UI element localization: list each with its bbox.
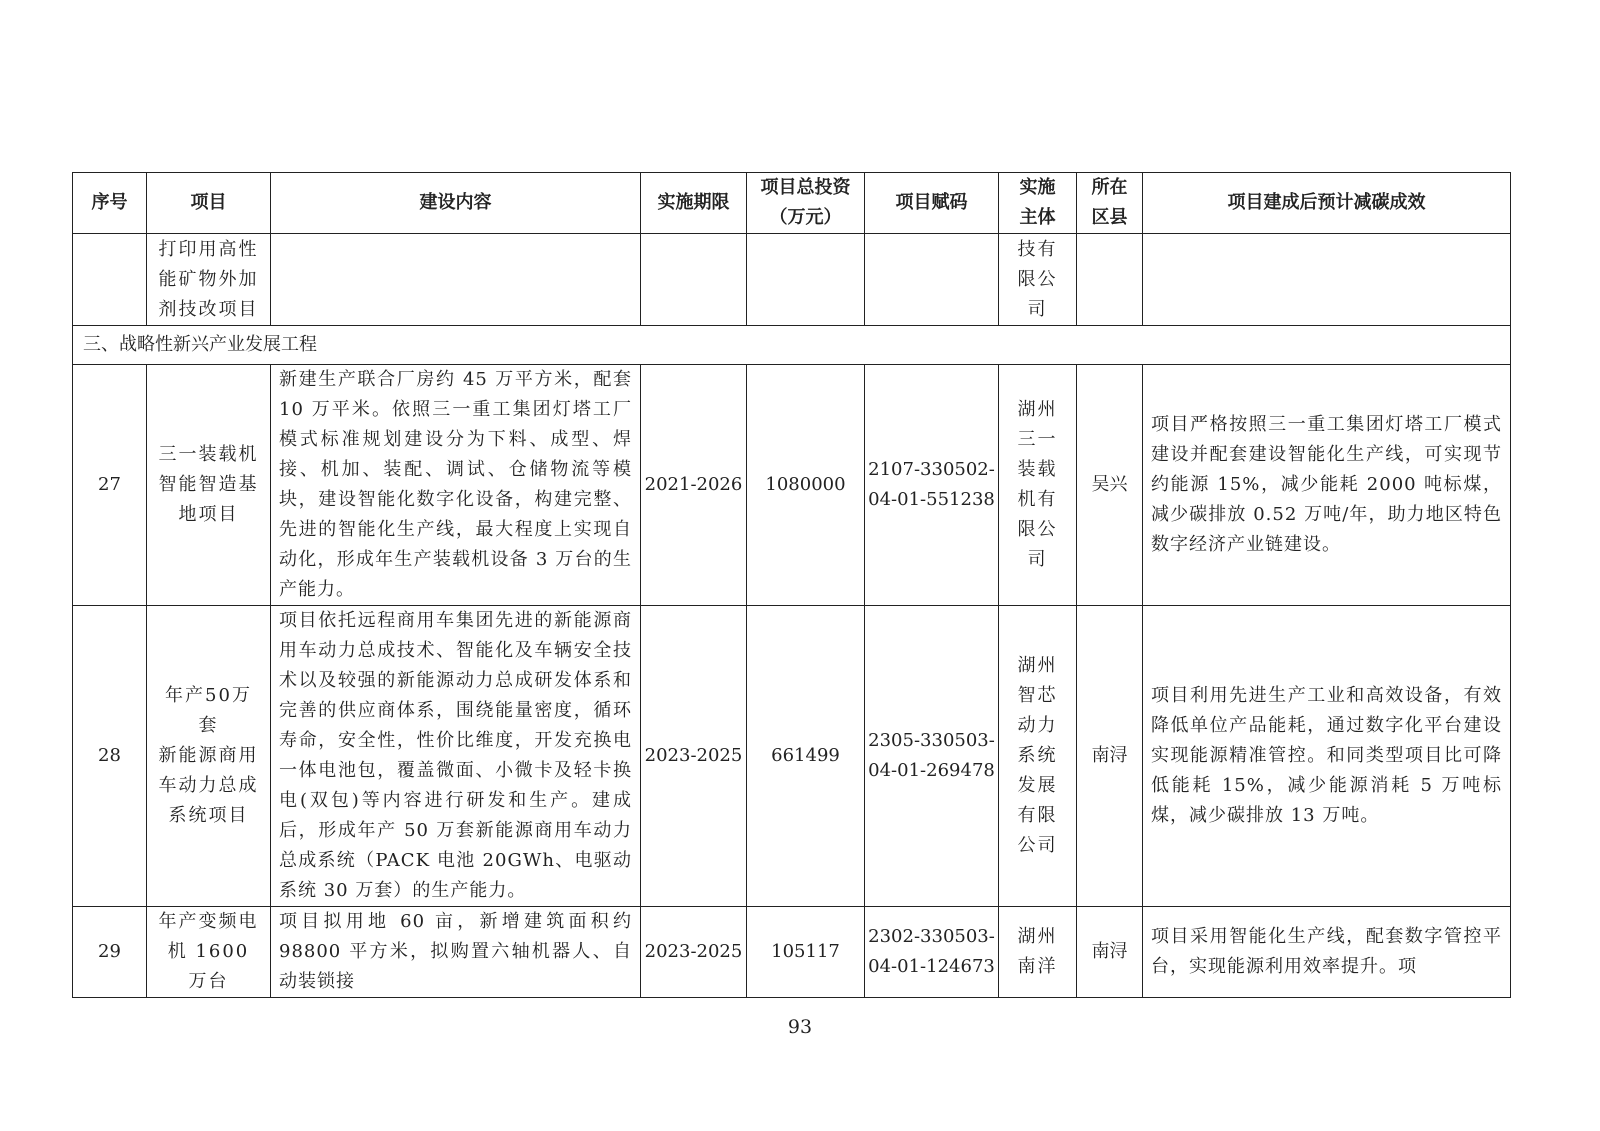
table-header-row: [73, 173, 1511, 234]
project-table: [72, 172, 1511, 998]
cell-seq: [73, 234, 147, 326]
cell-project: 打印用高性 能矿物外加 剂技改项目: [147, 234, 271, 326]
table-row: [73, 907, 1511, 998]
cell-seq: 28: [73, 606, 147, 907]
cell-effect: 项目采用智能化生产线，配套数字管控平台，实现能源利用效率提升。项: [1143, 907, 1511, 998]
header-period: 实施期限: [641, 173, 747, 234]
cell-investment: [747, 234, 865, 326]
cell-entity: 湖州 南洋: [999, 907, 1077, 998]
cell-county: 吴兴: [1077, 365, 1143, 606]
cell-effect: 项目严格按照三一重工集团灯塔工厂模式建设并配套建设智能化生产线，可实现节约能源 15%，减少能耗 2000 吨标煤，减少碳排放 0.52 万吨/年，助力地区特色数字经济产业链建设。: [1143, 365, 1511, 606]
cell-investment: 105117: [747, 907, 865, 998]
header-investment: 项目总投资 （万元）: [747, 173, 865, 234]
cell-seq: 29: [73, 907, 147, 998]
cell-project: 三一装载机 智能智造基 地项目: [147, 365, 271, 606]
cell-investment: 661499: [747, 606, 865, 907]
cell-content: 项目拟用地 60 亩，新增建筑面积约 98800 平方米，拟购置六轴机器人、自动装锁接: [271, 907, 641, 998]
cell-content: 项目依托远程商用车集团先进的新能源商用车动力总成技术、智能化及车辆安全技术以及较强的新能源动力总成研发体系和完善的供应商体系，围绕能量密度，循环寿命，安全性，性价比维度，开发充换电一体电池包，覆盖微面、小微卡及轻卡换电(双包)等内容进行研发和生产。建成后，形成年产 50 万套新能源商用车动力总成系统（PACK 电池 20GWh、电驱动系统 30 万套）的生产能力。: [271, 606, 641, 907]
cell-effect: [1143, 234, 1511, 326]
header-code: 项目赋码: [865, 173, 999, 234]
cell-code: 2302-330503- 04-01-124673: [865, 907, 999, 998]
cell-code: [865, 234, 999, 326]
cell-county: 南浔: [1077, 907, 1143, 998]
page-number: 93: [787, 1016, 813, 1038]
cell-effect: 项目利用先进生产工业和高效设备，有效降低单位产品能耗，通过数字化平台建设实现能源精准管控。和同类型项目比可降低能耗 15%，减少能源消耗 5 万吨标煤，减少碳排放 13 万吨。: [1143, 606, 1511, 907]
cell-seq: 27: [73, 365, 147, 606]
cell-period: 2021-2026: [641, 365, 747, 606]
cell-project: 年产变频电 机 1600 万台: [147, 907, 271, 998]
cell-entity: 湖州 智芯 动力 系统 发展 有限 公司: [999, 606, 1077, 907]
cell-period: 2023-2025: [641, 907, 747, 998]
cell-county: [1077, 234, 1143, 326]
cell-code: 2305-330503- 04-01-269478: [865, 606, 999, 907]
cell-content: 新建生产联合厂房约 45 万平方米，配套 10 万平米。依照三一重工集团灯塔工厂模式标准规划建设分为下料、成型、焊接、机加、装配、调试、仓储物流等模块，建设智能化数字化设备，构建完整、先进的智能化生产线，最大程度上实现自动化，形成年生产装载机设备 3 万台的生产能力。: [271, 365, 641, 606]
header-seq: 序号: [73, 173, 147, 234]
cell-entity: 技有 限公 司: [999, 234, 1077, 326]
cell-code: 2107-330502- 04-01-551238: [865, 365, 999, 606]
section-title: 三、战略性新兴产业发展工程: [73, 326, 1511, 365]
cell-period: 2023-2025: [641, 606, 747, 907]
header-content: 建设内容: [271, 173, 641, 234]
table-row: [73, 365, 1511, 606]
header-effect: 项目建成后预计减碳成效: [1143, 173, 1511, 234]
table-row: [73, 606, 1511, 907]
header-county: 所在 区县: [1077, 173, 1143, 234]
section-heading-row: [73, 326, 1511, 365]
cell-investment: 1080000: [747, 365, 865, 606]
cell-period: [641, 234, 747, 326]
cell-county: 南浔: [1077, 606, 1143, 907]
header-entity: 实施 主体: [999, 173, 1077, 234]
table-row-continued: [73, 234, 1511, 326]
header-project: 项目: [147, 173, 271, 234]
cell-content: [271, 234, 641, 326]
cell-entity: 湖州 三一 装载 机有 限公 司: [999, 365, 1077, 606]
cell-project: 年产50万套 新能源商用 车动力总成 系统项目: [147, 606, 271, 907]
